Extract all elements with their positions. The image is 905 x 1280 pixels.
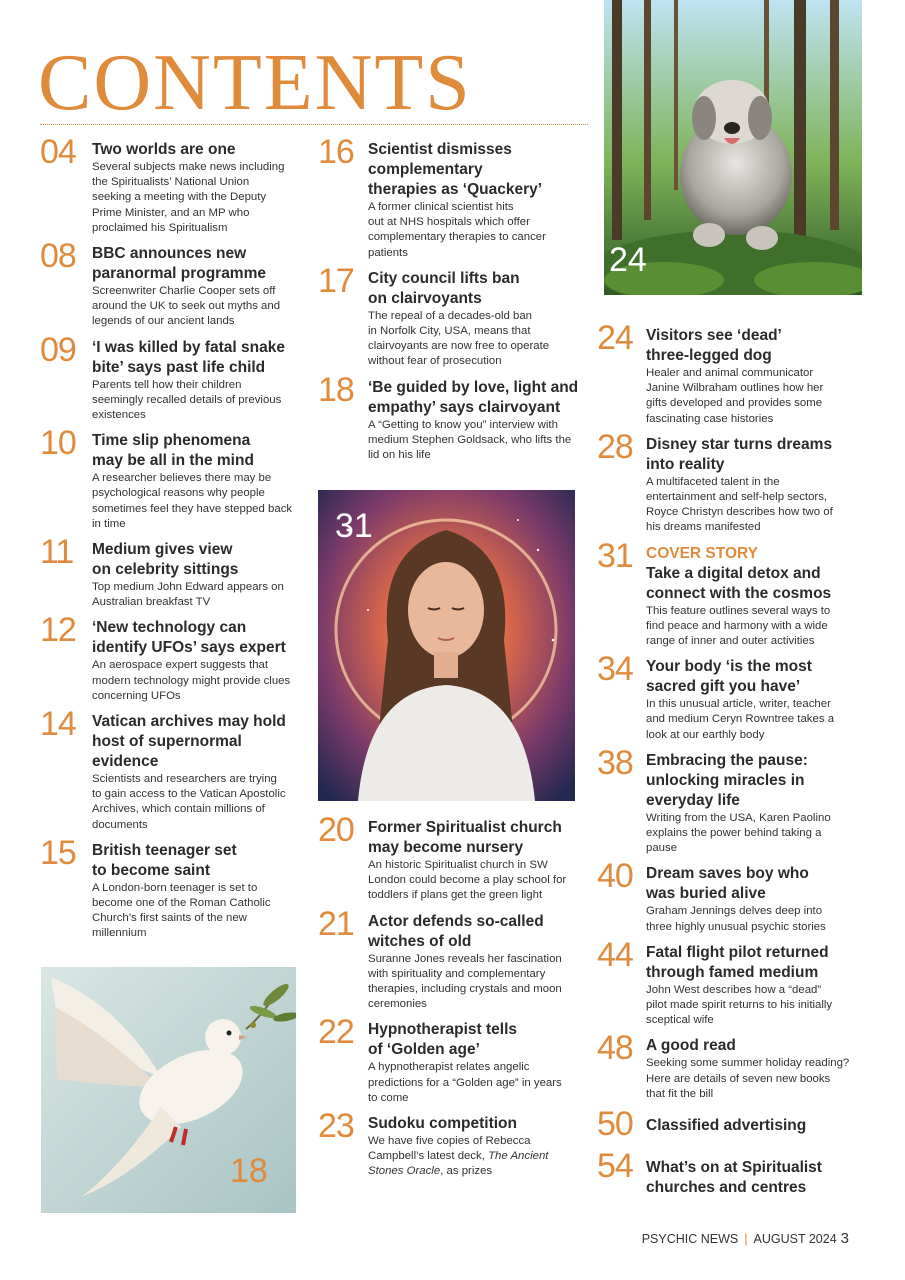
page-number: 12 — [40, 611, 76, 650]
toc-entry-20[interactable] — [318, 811, 586, 904]
headline: Fatal flight pilot returned through famed medium — [646, 943, 829, 981]
description: A “Getting to know you” interview with medium Stephen Goldsack, who lifts the lid on his life — [368, 418, 572, 462]
description: Several subjects make news including the Spiritualists’ National Union seeking a meeting with the Deputy Prime Minister, and an MP who proclaimed his Spiritualism — [92, 161, 285, 234]
toc-entry-24[interactable] — [597, 319, 865, 427]
toc-entry-17[interactable] — [318, 261, 586, 370]
cover-story-label: COVER STORY — [646, 544, 758, 562]
toc-entry-16[interactable] — [318, 133, 586, 261]
description: An aerospace expert suggests that modern technology might provide clues concerning UFOs — [92, 659, 291, 702]
description: A hypnotherapist relates angelic predictions for a “Golden age” in years to come — [368, 1061, 562, 1104]
toc-entry-23[interactable] — [318, 1107, 586, 1180]
description-italic-title: The Ancient Stones Oracle — [368, 1150, 549, 1178]
page-number: 16 — [318, 133, 354, 171]
page-number: 44 — [597, 935, 633, 974]
description: Graham Jennings delves deep into three highly unusual psychic stories — [646, 905, 826, 933]
toc-entry-14[interactable] — [40, 705, 310, 833]
headline: Time slip phenomena may be all in the mind — [92, 432, 254, 470]
middle-column-top — [318, 133, 586, 463]
middle-column-bottom — [318, 811, 586, 1180]
headline: Dream saves boy who was buried alive — [646, 865, 809, 903]
page-number: 34 — [597, 650, 633, 689]
headline: Your body ‘is the most sacred gift you have’ — [646, 658, 812, 696]
headline: BBC announces new paranormal programme — [92, 245, 266, 283]
footer-separator: | — [744, 1232, 748, 1246]
title-divider — [40, 124, 588, 125]
headline: Two worlds are one — [92, 141, 236, 158]
description: Writing from the USA, Karen Paolino explains the power behind taking a pause — [646, 811, 831, 855]
toc-entry-22[interactable] — [318, 1013, 586, 1106]
description: Healer and animal communicator Janine Wilbraham outlines how her gifts developed and provides some fascinating case histories — [646, 367, 824, 425]
description: The repeal of a decades-old ban in Norfolk City, USA, means that clairvoyants are now free to operate without fear of prosecution — [368, 309, 550, 368]
description: A multifaceted talent in the entertainment and self-help sectors, Royce Christyn describes how two of his dreams manifested — [646, 475, 833, 534]
page-number: 11 — [40, 533, 74, 572]
page-title: CONTENTS — [38, 39, 472, 127]
description: John West describes how a “dead” pilot made spirit returns to his initially sceptical wife — [646, 983, 833, 1027]
description: Top medium John Edward appears on Australian breakfast TV — [92, 581, 284, 609]
headline: Actor defends so-called witches of old — [368, 912, 544, 950]
description: A researcher believes there may be psychological reasons why people sometimes feel they have stepped back in time — [92, 472, 293, 530]
headline: Scientist dismisses complementary therapies as ‘Quackery’ — [368, 141, 543, 198]
toc-entry-31[interactable] — [597, 536, 865, 650]
headline: A good read — [646, 1037, 736, 1055]
description: Seeking some summer holiday reading? Here are details of seven new books that fit the bill — [646, 1057, 850, 1100]
description: Scientists and researchers are trying to gain access to the Vatican Apostolic Archives, which contain millions of documents — [92, 773, 286, 831]
description: Suranne Jones reveals her fascination with spirituality and complementary therapies, including crystals and moon ceremonies — [368, 952, 562, 1011]
toc-entry-21[interactable] — [318, 904, 586, 1013]
page-number-footer: 3 — [840, 1230, 849, 1247]
page-number: 17 — [318, 261, 354, 300]
description-text: We have five copies of Rebecca Campbell’s latest deck, — [368, 1135, 531, 1163]
toc-entry-48[interactable] — [597, 1029, 865, 1102]
description-tail: , as prizes — [440, 1165, 493, 1178]
publication-name: PSYCHIC NEWS — [641, 1232, 739, 1246]
headline: Embracing the pause: unlocking miracles in everyday life — [646, 751, 808, 809]
headline: Disney star turns dreams into reality — [646, 435, 833, 473]
description: A London-born teenager is set to become one of the Roman Catholic Church’s first saints of the new millennium — [92, 881, 271, 940]
meditating-woman-photo — [318, 490, 575, 801]
headline: Hypnotherapist tells of ‘Golden age’ — [368, 1021, 517, 1059]
toc-entry-28[interactable] — [597, 427, 865, 536]
headline: ‘New technology can identify UFOs’ says expert — [92, 619, 286, 657]
headline: Former Spiritualist church may become nursery — [368, 819, 562, 856]
page-number: 14 — [40, 705, 76, 744]
page-number: 48 — [597, 1029, 633, 1068]
photo-page-number: 18 — [230, 1152, 268, 1190]
headline: Classified advertising — [646, 1117, 807, 1135]
dove-photo — [41, 967, 296, 1213]
toc-entry-04[interactable] — [40, 133, 310, 236]
page-number: 50 — [597, 1105, 633, 1144]
headline: Visitors see ‘dead’ three-legged dog — [646, 327, 782, 364]
page-number: 09 — [40, 330, 76, 369]
headline: ‘Be guided by love, light and empathy’ says clairvoyant — [368, 378, 579, 416]
page-number: 18 — [318, 370, 354, 409]
page-number: 10 — [40, 424, 76, 463]
toc-entry-11[interactable] — [40, 533, 310, 610]
page-number: 20 — [318, 811, 354, 849]
toc-entry-10[interactable] — [40, 424, 310, 532]
page-number: 22 — [318, 1013, 354, 1052]
page-number: 40 — [597, 857, 633, 896]
page-number: 21 — [318, 904, 354, 943]
dog-photo — [604, 0, 862, 295]
toc-entry-50[interactable] — [597, 1105, 865, 1144]
page-number: 24 — [597, 319, 633, 357]
page-number: 23 — [318, 1107, 354, 1146]
description: An historic Spiritualist church in SW London could become a play school for toddlers if plans get the green light — [368, 859, 567, 902]
toc-entry-40[interactable] — [597, 857, 865, 934]
description: A former clinical scientist hits out at NHS hospitals which offer complementary therapies to cancer patients — [368, 201, 546, 259]
photo-page-number: 31 — [335, 507, 373, 545]
page-number: 28 — [597, 427, 633, 466]
headline: Vatican archives may hold host of supernormal evidence — [92, 713, 286, 771]
toc-entry-08[interactable] — [40, 237, 310, 330]
toc-entry-38[interactable] — [597, 743, 865, 857]
toc-entry-44[interactable] — [597, 935, 865, 1029]
issue-date: AUGUST 2024 — [753, 1232, 837, 1246]
description — [368, 1134, 586, 1180]
toc-entry-18[interactable] — [318, 370, 586, 464]
description: Screenwriter Charlie Cooper sets off around the UK to seek out myths and legends of our ancient lands — [92, 285, 281, 328]
toc-entry-54[interactable] — [597, 1147, 865, 1198]
page-number: 04 — [40, 133, 76, 171]
headline: Medium gives view on celebrity sittings — [92, 541, 239, 579]
description: In this unusual article, writer, teacher and medium Ceryn Rowntree takes a look at our earthly body — [646, 698, 835, 741]
page-number: 54 — [597, 1147, 633, 1186]
photo-page-number: 24 — [609, 241, 647, 279]
page-number: 08 — [40, 237, 76, 276]
left-column — [40, 133, 310, 942]
description: Parents tell how their children seemingly recalled details of previous existences — [92, 378, 282, 422]
right-column — [597, 319, 865, 1198]
page-footer — [642, 1230, 849, 1247]
headline: British teenager set to become saint — [92, 841, 237, 879]
headline: Sudoku competition — [368, 1115, 517, 1133]
headline: What’s on at Spiritualist churches and centres — [646, 1159, 822, 1197]
page-number: 15 — [40, 833, 76, 872]
description: This feature outlines several ways to find peace and harmony with a wide range of inner and outer activities — [646, 604, 831, 648]
page-number: 38 — [597, 743, 633, 782]
page-number: 31 — [597, 536, 633, 575]
toc-entry-34[interactable] — [597, 650, 865, 743]
toc-entry-12[interactable] — [40, 611, 310, 704]
headline: Take a digital detox and connect with the cosmos — [646, 564, 832, 602]
toc-entry-09[interactable] — [40, 330, 310, 424]
headline: ‘I was killed by fatal snake bite’ says past life child — [92, 338, 285, 376]
toc-entry-15[interactable] — [40, 833, 310, 942]
headline: City council lifts ban on clairvoyants — [368, 269, 520, 307]
